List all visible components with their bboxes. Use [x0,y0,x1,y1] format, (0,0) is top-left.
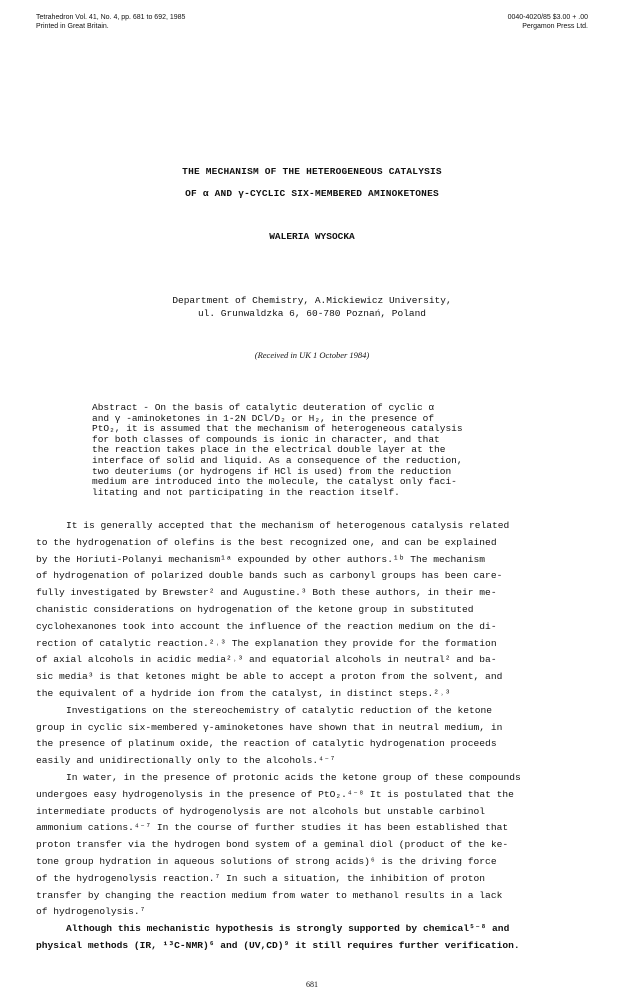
body-line: proton transfer via the hydrogen bond system of a geminal diol (product of the ke- [36,839,509,851]
received-date: (Received in UK 1 October 1984) [254,350,370,360]
body-line: intermediate products of hydrogenolysis are not alcohols but unstable carbinol [36,805,486,817]
abstract-line: Abstract - On the basis of catalytic deuteration of cyclic α [92,403,435,413]
body-line: by the Horiuti-Polanyi mechanism¹ᵃ expounded by other authors.¹ᵇ The mechanism [36,553,486,565]
author-name: WALERIA WYSOCKA [269,231,355,242]
body-line: easily and unidirectionally only to the alcohols.⁴⁻⁷ [36,755,336,767]
abstract-line: for both classes of compounds is ionic in character, and that [92,434,440,445]
body-text [36,518,592,955]
journal-line: Tetrahedron Vol. 41, No. 4, pp. 681 to 692, 1985 [36,14,186,21]
body-line: tone group hydration in aqueous solutions of strong acids)⁶ is the driving force [36,855,497,867]
title-line-2: OF α AND γ-CYCLIC SIX-MEMBERED AMINOKETONES [185,188,439,199]
abstract [92,403,532,498]
body-line: of the hydrogenolysis reaction.⁷ In such a situation, the inhibition of proton [36,872,486,884]
body-line: physical methods (IR, ¹³C-NMR)⁶ and (UV,CD)⁹ it still requires further verification. [36,939,520,951]
body-line: chanistic considerations on hydrogenation of the ketone group in substituted [36,603,474,615]
abstract-line: two deuteriums (or hydrogens if HCl is used) from the reduction [92,466,452,477]
body-line: of axial alcohols in acidic media²˒³ and equatorial alcohols in neutral² and ba- [36,654,497,666]
body-line: sic media³ is that ketones might be able to accept a proton from the solvent, and [36,671,503,683]
body-line: Investigations on the stereochemistry of catalytic reduction of the ketone [66,704,493,716]
body-line: Although this mechanistic hypothesis is strongly supported by chemical⁵⁻⁸ and [66,923,510,935]
abstract-line: the reaction takes place in the electrical double layer at the [92,445,446,456]
publisher-line: Pergamon Press Ltd. [522,23,588,30]
abstract-line: litating and not participating in the reaction itself. [92,487,400,498]
abstract-line: interface of solid and liquid. As a consequence of the reduction, [92,455,463,466]
body-line: the presence of platinum oxide, the reaction of catalytic hydrogenation proceeds [36,738,497,750]
publisher-info [508,13,588,31]
journal-citation [36,13,185,31]
printed-line: Printed in Great Britain. [36,23,109,30]
price-line: 0040-4020/85 $3.00 + .00 [507,14,588,21]
body-line: rection of catalytic reaction.²˒³ The explanation they provide for the formation [36,637,497,649]
abstract-line: and γ -aminoketones in 1-2N DCl/D₂ or H₂, in the presence of [92,413,435,424]
abstract-line: medium are introduced into the molecule, the catalyst only faci- [92,477,457,488]
body-line: ammonium cations.⁴⁻⁷ In the course of further studies it has been established that [36,822,509,834]
page-number: 681 [306,980,318,989]
affiliation-line-1: Department of Chemistry, A.Mickiewicz University, [172,295,452,306]
title-line-1: THE MECHANISM OF THE HETEROGENEOUS CATALYSIS [182,166,442,177]
body-line: In water, in the presence of protonic acids the ketone group of these compounds [66,771,521,783]
body-line: transfer by changing the reaction medium from water to methanol results in a lack [36,889,503,901]
body-line: of hydrogenation of polarized double bands such as carbonyl groups has been care- [36,570,503,582]
body-line: the equivalent of a hydride ion from the catalyst, in distinct steps.²˒³ [36,687,451,699]
affiliation-line-2: ul. Grunwaldzka 6, 60-780 Poznań, Poland [197,308,427,319]
body-line: It is generally accepted that the mechanism of heterogenous catalysis related [66,520,510,531]
body-line: group in cyclic six-membered γ-aminoketones have shown that in neutral medium, in [36,721,503,733]
abstract-line: PtO₂, it is assumed that the mechanism of heterogeneous catalysis [92,424,463,435]
body-line: of hydrogenolysis.⁷ [36,906,146,918]
body-line: undergoes easy hydrogenolysis in the presence of PtO₂.⁴⁻⁸ It is postulated that the [36,788,514,800]
body-line: fully investigated by Brewster² and Augustine.³ Both these authors, in their me- [36,587,497,599]
body-line: cyclohexanones took into account the influence of the reaction medium on the di- [36,620,497,632]
body-line: to the hydrogenation of olefins is the best recognized one, and can be explained [36,536,497,548]
